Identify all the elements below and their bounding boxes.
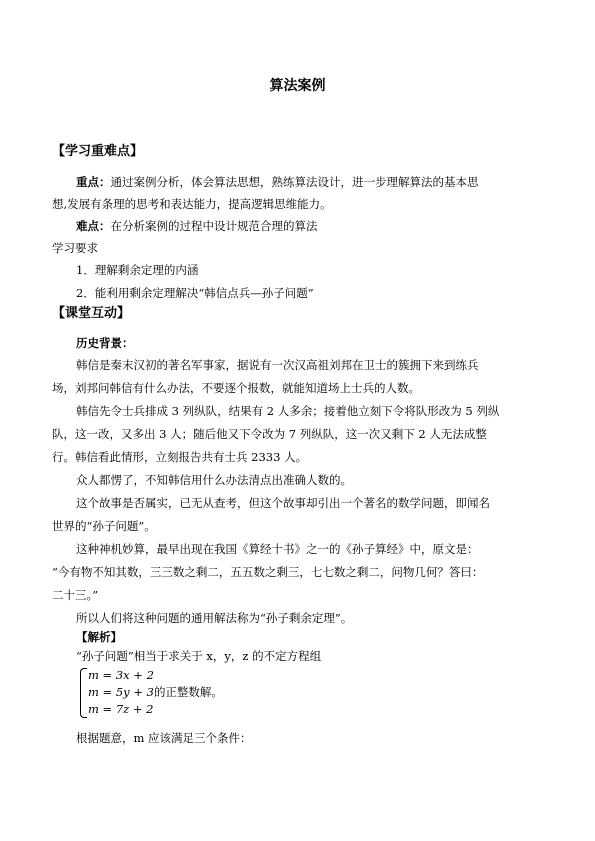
requirement-item-2: 2．能利用剩余定理解决“韩信点兵—孙子问题” [76, 286, 314, 300]
key-point-line1 [76, 174, 479, 190]
key-point-label: 重点： [76, 175, 111, 189]
equation-brace [80, 668, 87, 718]
analysis-label: 【解析】 [76, 630, 122, 644]
difficult-point-text: 在分析案例的过程中设计规范合理的算法 [110, 219, 318, 233]
requirements-label: 学习要求 [52, 241, 98, 255]
equation-1: m = 3x + 2 [88, 668, 154, 682]
equation-2-row [88, 684, 223, 700]
paragraph-2-line2: 队，这一改，又多出 3 人；随后他又下令改为 7 列纵队，这一次又剩下 2 人无法成整 [52, 427, 487, 441]
paragraph-4-line1: 这个故事是否属实，已无从查考，但这个故事却引出一个著名的数学问题，即闻名 [76, 496, 490, 510]
paragraph-1-line2: 场，刘邦问韩信有什么办法，不要逐个报数，就能知道场上士兵的人数。 [52, 381, 420, 395]
equation-2: m = 5y + 3 [88, 685, 154, 699]
paragraph-2-line1: 韩信先令士兵排成 3 列纵队，结果有 2 人多余；接着他立刻下令将队形改为 5 列纵 [76, 404, 500, 418]
key-point-text: 通过案例分析，体会算法思想，熟练算法设计，进一步理解算法的基本思 [110, 175, 479, 189]
history-label: 历史背景： [76, 336, 134, 350]
key-point-line2: 想,发展有条理的思考和表达能力，提高逻辑思维能力。 [52, 197, 332, 211]
paragraph-6: 所以人们将这种问题的通用解法称为“孙子剩余定理”。 [76, 611, 353, 625]
difficult-point-label: 难点： [76, 219, 111, 233]
paragraph-5-line1: 这种神机妙算，最早出现在我国《算经十书》之一的《孙子算经》中，原文是： [76, 542, 479, 556]
page-title: 算法案例 [269, 78, 326, 94]
paragraph-4-line2: 世界的“孙子问题”。 [52, 519, 156, 533]
analysis-line-1: “孙子问题”相当于求关于 x，y，z 的不定方程组 [76, 649, 322, 663]
paragraph-5-line2: “今有物不知其数，三三数之剩二，五五数之剩三，七七数之剩二，问物几何？答曰： [52, 565, 484, 579]
section-heading-key-points: 【学习重难点】 [52, 144, 144, 159]
paragraph-3: 众人都愣了，不知韩信用什么办法清点出准确人数的。 [76, 473, 352, 487]
paragraph-1-line1: 韩信是秦末汉初的著名军事家，据说有一次汉高祖刘邦在卫士的簇拥下来到练兵 [76, 358, 479, 372]
section-heading-classroom: 【课堂互动】 [52, 306, 131, 321]
equation-2-suffix: 的正整数解。 [153, 685, 223, 699]
paragraph-5-line3: 二十三。” [52, 588, 99, 602]
requirement-item-1: 1．理解剩余定理的内涵 [76, 263, 199, 277]
equation-3: m = 7z + 2 [88, 702, 154, 716]
difficult-point [76, 218, 318, 234]
analysis-line-2: 根据题意，m 应该满足三个条件： [76, 731, 252, 745]
paragraph-2-line3: 行。韩信看此情形，立刻报告共有士兵 2333 人。 [52, 450, 308, 464]
